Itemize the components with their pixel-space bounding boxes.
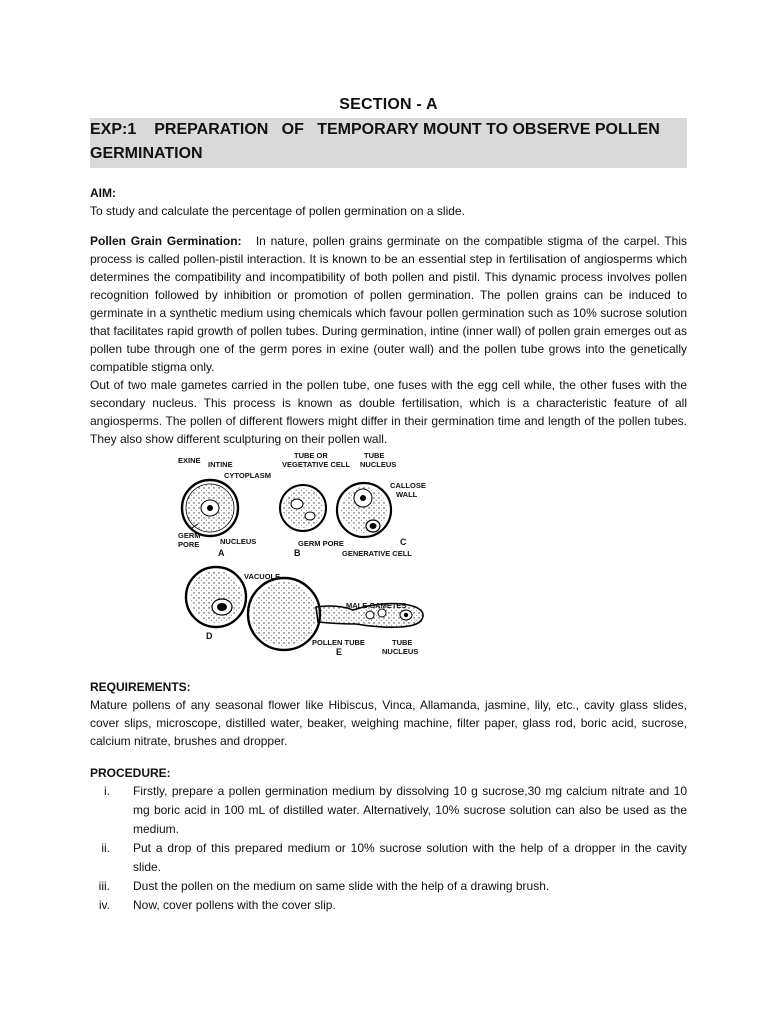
pollen-grain-d: [186, 567, 246, 627]
label-e: E: [336, 647, 343, 657]
experiment-title-line1: [90, 118, 687, 142]
document-page: [90, 96, 687, 915]
aim-text: To study and calculate the percentage of pollen germination on a slide.: [90, 204, 465, 218]
procedure-heading: PROCEDURE:: [90, 766, 171, 780]
pollen-grain-a: [182, 480, 238, 536]
pollen-germination-heading: Pollen Grain Germination:: [90, 234, 242, 248]
experiment-title-text: PREPARATION OF TEMPORARY MOUNT TO OBSERVE POLLEN: [154, 121, 660, 138]
requirements-heading: REQUIREMENTS:: [90, 680, 191, 694]
procedure-step: [90, 839, 687, 877]
label-tube: TUBE: [364, 451, 385, 460]
pollen-germination-paragraph: [90, 232, 687, 376]
label-male-gametes: MALE GAMETES: [346, 601, 407, 610]
label-generative-cell: GENERATIVE CELL: [342, 549, 412, 558]
label-pollen-tube: POLLEN TUBE: [312, 638, 365, 647]
label-d: D: [206, 631, 213, 641]
label-pore: PORE: [178, 540, 200, 549]
procedure-list: [90, 782, 687, 915]
experiment-title-banner: [90, 118, 687, 168]
label-b: B: [294, 548, 301, 558]
label-cytoplasm: CYTOPLASM: [224, 471, 271, 480]
label-c: C: [400, 537, 407, 547]
label-tube-or: TUBE OR: [294, 451, 328, 460]
label-a: A: [218, 548, 225, 558]
label-germ-pore: GERM PORE: [298, 539, 344, 548]
step-number: iv.: [98, 898, 110, 912]
step-number: i.: [104, 784, 110, 798]
double-fertilisation-paragraph: Out of two male gametes carried in the pollen tube, one fuses with the egg cell while, the other fuses with the secondary nucleus. This process is known as double fertilisation, which is a characteristic feature of all angiosperms. The pollen of different flowers might differ in their germination time and length of the pollen tubes. They also show different sculpturing on their pollen wall.: [90, 378, 687, 446]
step-number: iii.: [98, 879, 110, 893]
label-nucleus2: NUCLEUS: [382, 647, 419, 656]
label-germ: GERM: [178, 531, 201, 540]
step-number: ii.: [101, 841, 110, 855]
label-tube2: TUBE: [392, 638, 413, 647]
label-exine: EXINE: [178, 456, 201, 465]
aim-heading: AIM:: [90, 186, 116, 200]
pollen-grain-c: [337, 483, 391, 537]
step-text: Put a drop of this prepared medium or 10% sucrose solution with the help of a dropper in the cavity slide.: [133, 841, 687, 874]
step-text: Firstly, prepare a pollen germination medium by dissolving 10 g sucrose,30 mg calcium nitrate and 10 mg boric acid in 100 mL of distilled water. Alternatively, 10% sucrose solution can also be used as the medium.: [133, 784, 687, 836]
pollen-germination-figure: [178, 452, 430, 662]
procedure-step: [90, 896, 687, 915]
pollen-germination-text: In nature, pollen grains germinate on the compatible stigma of the carpel. This process is called pollen-pistil interaction. It is known to be an essential step in fertilisation of angiosperms which determines the compatibility and incompatibility of both pollen and pistil. This dynamic process involves pollen recognition followed by inhibition or promotion of pollen germination. The pollen grains can be induced to germinate in a synthetic medium using chemicals which favour pollen germination such as 10% sucrose solution that facilitates rapid growth of pollen tubes. During germination, intine (inner wall) of pollen grain emerges out as pollen tube through one of the germ pores in exine (outer wall) and the pollen tube grows into the genetically compatible stigma only.: [90, 234, 687, 374]
label-intine: INTINE: [208, 460, 233, 469]
label-nucleus-top: NUCLEUS: [360, 460, 397, 469]
step-text: Now, cover pollens with the cover slip.: [133, 898, 336, 912]
procedure-step: [90, 782, 687, 839]
experiment-number: EXP:1: [90, 121, 137, 138]
label-nucleus: NUCLEUS: [220, 537, 257, 546]
pollen-grain-b: [280, 485, 326, 531]
procedure-step: [90, 877, 687, 896]
step-text: Dust the pollen on the medium on same slide with the help of a drawing brush.: [133, 879, 550, 893]
label-callose: CALLOSE: [390, 481, 426, 490]
requirements-text: Mature pollens of any seasonal flower like Hibiscus, Vinca, Allamanda, jasmine, lily, etc., cavity glass slides, cover slips, microscope, distilled water, beaker, weighing machine, filter paper, glass rod, boric acid, sucrose, calcium nitrate, brushes and dropper.: [90, 698, 687, 748]
experiment-title-line2: GERMINATION: [90, 145, 203, 162]
section-title: SECTION - A: [339, 96, 438, 113]
label-vegetative-cell: VEGETATIVE CELL: [282, 460, 351, 469]
label-vacuole: VACUOLE: [244, 572, 281, 581]
label-wall: WALL: [396, 490, 418, 499]
